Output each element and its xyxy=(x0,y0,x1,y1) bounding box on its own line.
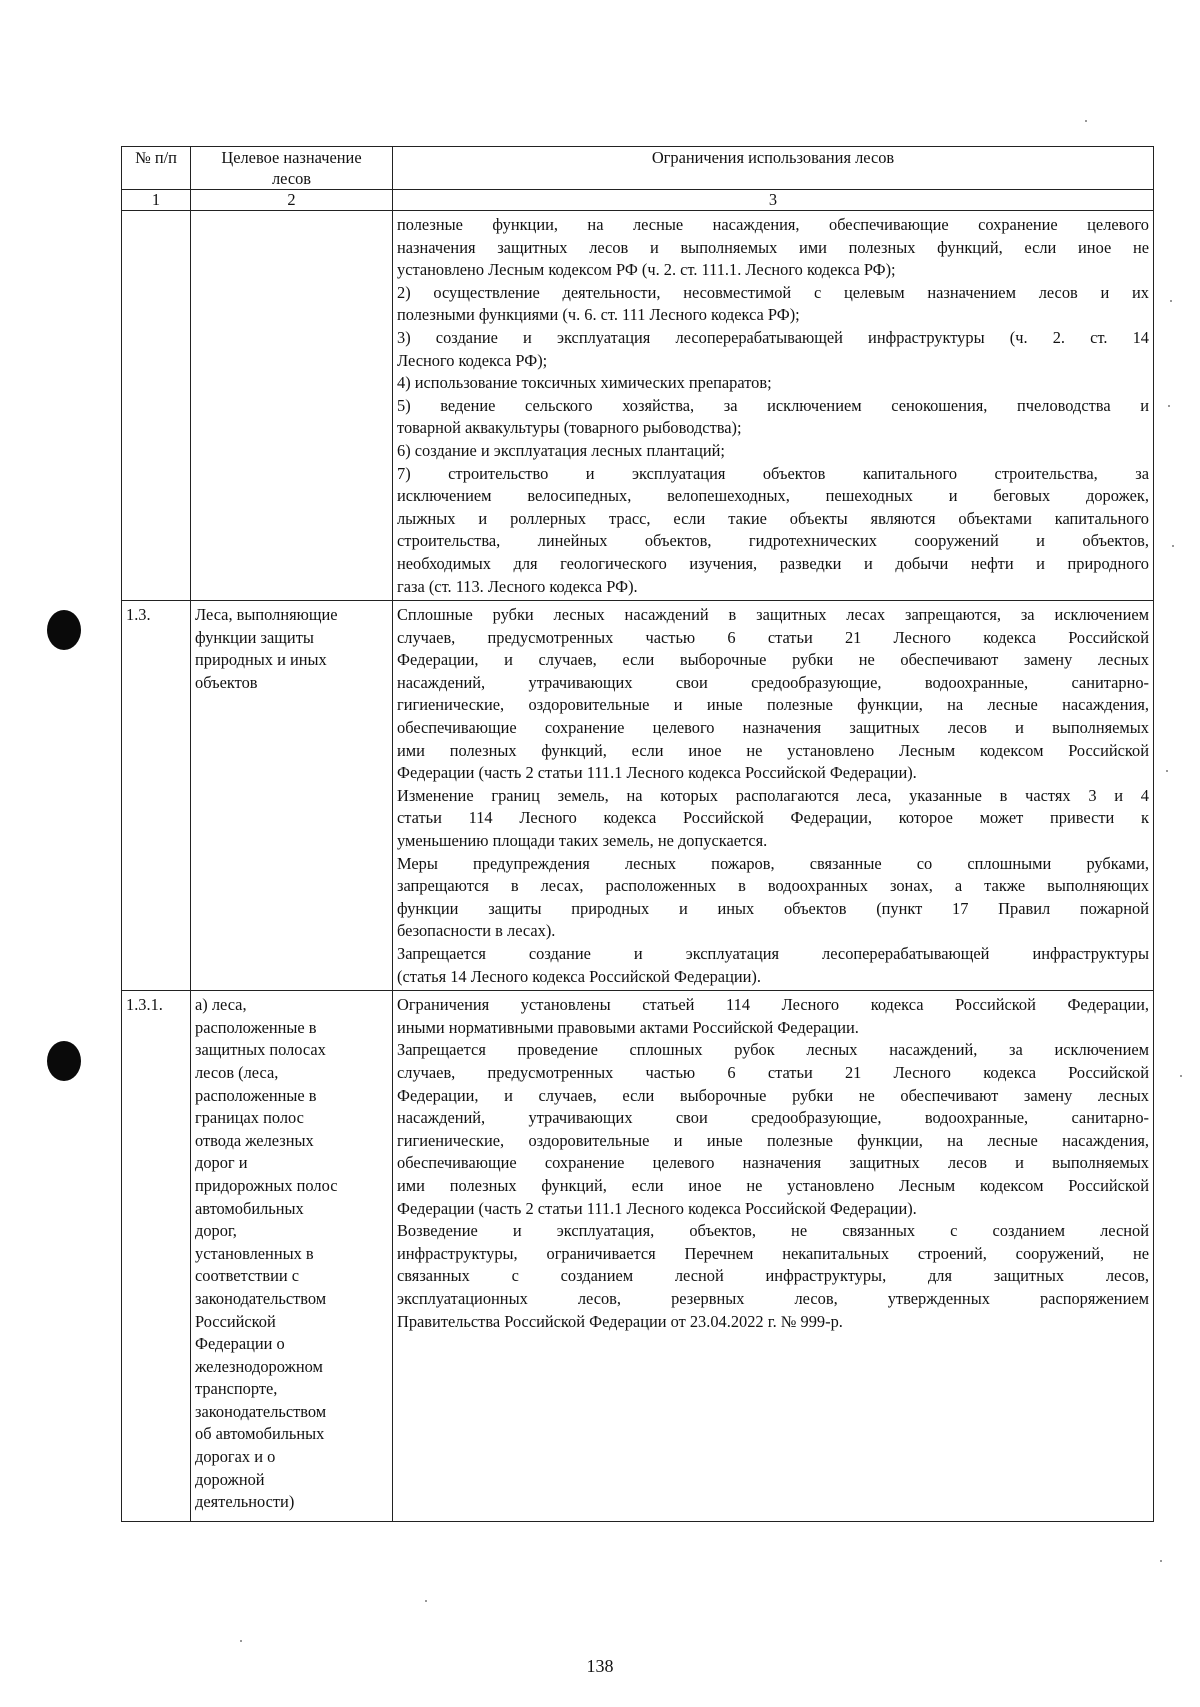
row-id: 1.3.1. xyxy=(122,991,191,1522)
restriction-text-line: насаждений, утрачивающих свои средообразующие, водоохранные, санитарно- xyxy=(397,1108,1149,1128)
restriction-text-line: эксплуатационных лесов, резервных лесов, утвержденных распоряжением xyxy=(397,1288,1149,1308)
table-header-row xyxy=(122,147,1154,190)
scan-speck xyxy=(1170,300,1172,302)
purpose-text-line: функции защиты xyxy=(195,627,314,647)
purpose-text-line: Российской xyxy=(195,1311,276,1331)
table-numbering-row xyxy=(122,190,1154,211)
row-restrictions xyxy=(393,991,1154,1522)
column-number-2: 2 xyxy=(191,190,393,211)
restriction-text-line: 2) осуществление деятельности, несовместимой с целевым назначением лесов и их xyxy=(397,282,1149,302)
header-col-purpose xyxy=(191,147,393,190)
purpose-text-line: придорожных полос xyxy=(195,1175,338,1195)
purpose-text-line: законодательством xyxy=(195,1401,327,1421)
purpose-text-line: деятельности) xyxy=(195,1492,295,1512)
restriction-text-line: иными нормативными правовыми актами Российской Федерации. xyxy=(397,1017,859,1037)
restriction-text-line: лыжных и роллерных трасс, если такие объекты являются объектами капитального xyxy=(397,508,1149,528)
restriction-text-line: необходимых для геологического изучения, разведки и добычи нефти и природного xyxy=(397,553,1149,573)
restriction-text-line: уменьшению площади таких земель, не допускается. xyxy=(397,831,768,851)
restriction-text-line: связанных с созданием лесной инфраструктуры, для защитных лесов, xyxy=(397,1266,1149,1286)
row-restrictions xyxy=(393,601,1154,991)
restriction-text-line: 5) ведение сельского хозяйства, за исключением сенокошения, пчеловодства и xyxy=(397,395,1149,415)
purpose-text-line: дорог, xyxy=(195,1221,237,1241)
restriction-text-line: запрещаются в лесах, расположенных в водоохранных зонах, а также выполняющих xyxy=(397,876,1149,896)
purpose-text-line: транспорте, xyxy=(195,1379,278,1399)
purpose-text-line: законодательством xyxy=(195,1288,327,1308)
header-col-restrictions: Ограничения использования лесов xyxy=(393,147,1154,190)
page-number: 138 xyxy=(586,1656,614,1676)
purpose-text-line: Федерации о xyxy=(195,1334,285,1354)
purpose-text-line: природных и иных xyxy=(195,650,327,670)
purpose-text-line: автомобильных xyxy=(195,1198,304,1218)
purpose-text-line: дорожной xyxy=(195,1469,265,1489)
restriction-text-line: назначения защитных лесов и выполняемых ими полезных функций, если иное не xyxy=(397,237,1149,257)
punch-hole xyxy=(47,610,81,650)
restriction-text-line: полезными функциями (ч. 6. ст. 111 Лесного кодекса РФ); xyxy=(397,305,800,325)
row-id xyxy=(122,211,191,601)
scan-speck xyxy=(240,1640,242,1642)
scan-speck xyxy=(1085,120,1087,122)
restriction-text-line: исключением велосипедных, велопешеходных, пешеходных и беговых дорожек, xyxy=(397,486,1149,506)
scan-speck xyxy=(1172,545,1174,547)
table-row xyxy=(122,211,1154,601)
purpose-text-line: лесов (леса, xyxy=(195,1062,279,1082)
restriction-text-line: случаев, предусмотренных частью 6 статьи 21 Лесного кодекса Российской xyxy=(397,627,1149,647)
purpose-text-line: расположенные в xyxy=(195,1085,317,1105)
purpose-text-line: границах полос xyxy=(195,1108,304,1128)
scan-speck xyxy=(1180,1075,1182,1077)
row-purpose xyxy=(191,601,393,991)
restriction-text-line: Сплошные рубки лесных насаждений в защитных лесах запрещаются, за исключением xyxy=(397,605,1149,625)
purpose-text-line: железнодорожном xyxy=(195,1356,323,1376)
purpose-text-line: отвода железных xyxy=(195,1130,314,1150)
restriction-text-line: Федерации, и случаев, если выборочные рубки не обеспечивают замену лесных xyxy=(397,1085,1149,1105)
restriction-text-line: статьи 114 Лесного кодекса Российской Федерации, которое может привести к xyxy=(397,808,1149,828)
restriction-text-line: Правительства Российской Федерации от 23.04.2022 г. № 999-р. xyxy=(397,1311,843,1331)
restriction-text-line: газа (ст. 113. Лесного кодекса РФ). xyxy=(397,576,638,596)
restriction-text-line: 3) создание и эксплуатация лесоперерабатывающей инфраструктуры (ч. 2. ст. 14 xyxy=(397,327,1149,347)
restriction-text-line: Возведение и эксплуатация, объектов, не связанных с созданием лесной xyxy=(397,1221,1149,1241)
scan-speck xyxy=(1160,1560,1162,1562)
restriction-text-line: Меры предупреждения лесных пожаров, связанные со сплошными рубками, xyxy=(397,853,1149,873)
purpose-text-line: установленных в xyxy=(195,1243,314,1263)
header-col-number: № п/п xyxy=(122,147,191,190)
restriction-text-line: Федерации (часть 2 статьи 111.1 Лесного кодекса Российской Федерации). xyxy=(397,1198,917,1218)
purpose-text-line: дорог и xyxy=(195,1153,248,1173)
restriction-text-line: инфраструктуры, ограничивается Перечнем некапитальных строений, сооружений, не xyxy=(397,1243,1149,1263)
restriction-text-line: случаев, предусмотренных частью 6 статьи 21 Лесного кодекса Российской xyxy=(397,1062,1149,1082)
restriction-text-line: Ограничения установлены статьей 114 Лесного кодекса Российской Федерации, xyxy=(397,995,1149,1015)
purpose-text-line: соответствии с xyxy=(195,1266,299,1286)
restriction-text-line: полезные функции, на лесные насаждения, обеспечивающие сохранение целевого xyxy=(397,215,1149,234)
column-number-3: 3 xyxy=(393,190,1154,211)
restriction-text-line: установлено Лесным кодексом РФ (ч. 2. ст. 111.1. Лесного кодекса РФ); xyxy=(397,260,896,280)
restriction-text-line: Запрещается проведение сплошных рубок лесных насаждений, за исключением xyxy=(397,1040,1149,1060)
row-restrictions xyxy=(393,211,1154,601)
restriction-text-line: гигиенические, оздоровительные и иные полезные функции, на лесные насаждения, xyxy=(397,1130,1149,1150)
restriction-text-line: Федерации, и случаев, если выборочные рубки не обеспечивают замену лесных xyxy=(397,650,1149,670)
row-purpose xyxy=(191,211,393,601)
scan-speck xyxy=(1168,405,1170,407)
scan-speck xyxy=(1166,770,1168,772)
restriction-text-line: Федерации (часть 2 статьи 111.1 Лесного кодекса Российской Федерации). xyxy=(397,763,917,783)
restriction-text-line: товарной аквакультуры (товарного рыбоводства); xyxy=(397,418,742,438)
restriction-text-line: безопасности в лесах). xyxy=(397,921,556,941)
purpose-text-line: защитных полосах xyxy=(195,1040,326,1060)
restriction-text-line: 4) использование токсичных химических препаратов; xyxy=(397,373,772,393)
restriction-text-line: Лесного кодекса РФ); xyxy=(397,350,548,370)
purpose-text-line: а) леса, xyxy=(195,995,247,1015)
purpose-text-line: об автомобильных xyxy=(195,1424,325,1444)
purpose-text-line: дорогах и о xyxy=(195,1447,276,1467)
restriction-text-line: Запрещается создание и эксплуатация лесоперерабатывающей инфраструктуры xyxy=(397,944,1149,963)
restriction-text-line: насаждений, утрачивающих свои средообразующие, водоохранные, санитарно- xyxy=(397,672,1149,692)
header-col-purpose-line: лесов xyxy=(271,169,312,188)
restriction-text-line: функции защиты природных и иных объектов (пункт 17 Правил пожарной xyxy=(397,898,1149,918)
purpose-text-line: расположенные в xyxy=(195,1017,317,1037)
restriction-text-line: ими полезных функций, если иное не установлено Лесным кодексом Российской xyxy=(397,1175,1149,1195)
restriction-text-line: строительства, линейных объектов, гидротехнических сооружений и объектов, xyxy=(397,531,1149,551)
restriction-text-line: 6) создание и эксплуатация лесных плантаций; xyxy=(397,440,725,460)
restriction-text-line: гигиенические, оздоровительные и иные полезные функции, на лесные насаждения, xyxy=(397,695,1149,715)
table-row xyxy=(122,991,1154,1522)
purpose-text-line: объектов xyxy=(195,672,258,692)
punch-hole xyxy=(47,1041,81,1081)
purpose-text-line: Леса, выполняющие xyxy=(195,605,338,625)
restriction-text-line: обеспечивающие сохранение целевого назначения защитных лесов и выполняемых xyxy=(397,718,1149,738)
restriction-text-line: 7) строительство и эксплуатация объектов капитального строительства, за xyxy=(397,463,1149,483)
row-purpose xyxy=(191,991,393,1522)
header-col-purpose-line: Целевое назначение xyxy=(221,148,362,167)
restrictions-table xyxy=(121,146,1154,1522)
table-row xyxy=(122,601,1154,991)
restriction-text-line: Изменение границ земель, на которых располагаются леса, указанные в частях 3 и 4 xyxy=(397,785,1149,805)
row-id: 1.3. xyxy=(122,601,191,991)
restriction-text-line: (статья 14 Лесного кодекса Российской Федерации). xyxy=(397,966,761,986)
restriction-text-line: ими полезных функций, если иное не установлено Лесным кодексом Российской xyxy=(397,740,1149,760)
column-number-1: 1 xyxy=(122,190,191,211)
restriction-text-line: обеспечивающие сохранение целевого назначения защитных лесов и выполняемых xyxy=(397,1153,1149,1173)
scan-speck xyxy=(425,1600,427,1602)
